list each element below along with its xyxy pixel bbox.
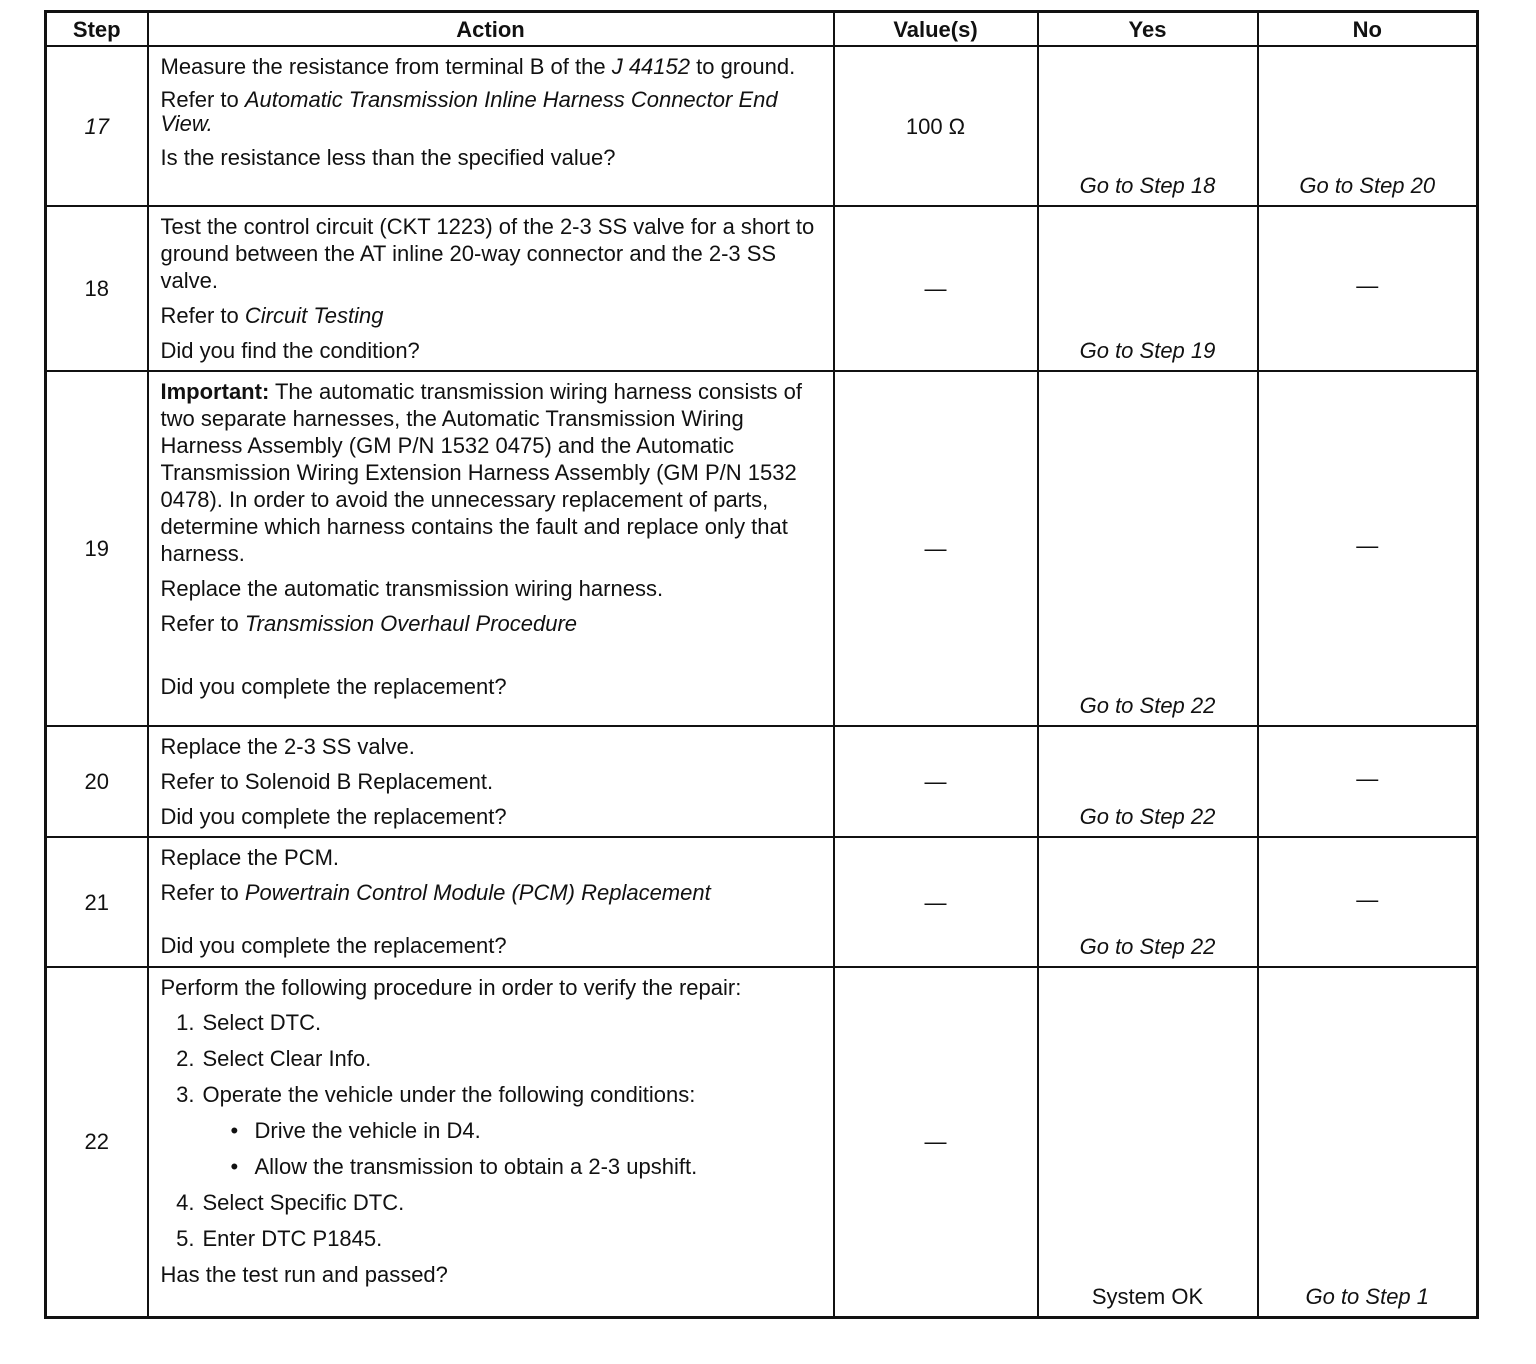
step-number: 20 <box>46 726 148 837</box>
action-question: Has the test run and passed? <box>160 1262 448 1287</box>
reference-link: Transmission Overhaul Procedure <box>244 611 578 636</box>
header-step: Step <box>46 12 148 47</box>
table-row-step-18 <box>46 206 1478 371</box>
value-cell: — <box>834 371 1038 726</box>
action-question: Is the resistance less than the specified value? <box>160 145 616 170</box>
step-number: 22 <box>46 967 148 1317</box>
action-question: Did you complete the replacement? <box>160 804 507 829</box>
action-question: Did you find the condition? <box>160 338 420 363</box>
step-number: 17 <box>46 46 148 206</box>
procedure-list <box>161 1009 823 1252</box>
no-cell: Go to Step 1 <box>1258 967 1478 1317</box>
yes-cell: Go to Step 18 <box>1038 46 1258 206</box>
list-item: 3. Operate the vehicle under the following conditions: <box>176 1082 696 1107</box>
list-item: 1. Select DTC. <box>176 1010 322 1035</box>
action-cell <box>148 206 834 371</box>
yes-cell: Go to Step 22 <box>1038 837 1258 967</box>
list-bullet: • Allow the transmission to obtain a 2-3 upshift. <box>230 1154 698 1179</box>
yes-cell: Go to Step 22 <box>1038 371 1258 726</box>
no-cell: Go to Step 20 <box>1258 46 1478 206</box>
table-row-step-19 <box>46 371 1478 726</box>
list-bullet: • Drive the vehicle in D4. <box>230 1118 481 1143</box>
action-reference: Refer to Transmission Overhaul Procedure <box>160 611 578 636</box>
header-row <box>46 12 1478 47</box>
action-cell <box>148 371 834 726</box>
action-instruction: Replace the 2-3 SS valve. <box>160 734 415 759</box>
table-row-step-17 <box>46 46 1478 206</box>
table-row-step-20 <box>46 726 1478 837</box>
action-question: Did you complete the replacement? <box>160 674 507 699</box>
step-number: 18 <box>46 206 148 371</box>
step-number: 21 <box>46 837 148 967</box>
action-question: Did you complete the replacement? <box>160 933 507 958</box>
yes-cell: System OK <box>1038 967 1258 1317</box>
action-reference: Refer to Automatic Transmission Inline Harness Connector End View. <box>160 87 778 136</box>
value-cell: — <box>834 837 1038 967</box>
list-item: 2. Select Clear Info. <box>176 1046 372 1071</box>
yes-cell: Go to Step 22 <box>1038 726 1258 837</box>
header-yes: Yes <box>1038 12 1258 47</box>
list-item: 5. Enter DTC P1845. <box>176 1226 383 1251</box>
header-action: Action <box>148 12 834 47</box>
no-cell: — <box>1258 371 1478 726</box>
value-cell: — <box>834 967 1038 1317</box>
action-reference: Refer to Powertrain Control Module (PCM) Replacement <box>160 880 711 905</box>
value-cell: — <box>834 206 1038 371</box>
diagnostic-table <box>44 10 1479 1319</box>
yes-cell: Go to Step 19 <box>1038 206 1258 371</box>
list-item: 4. Select Specific DTC. <box>176 1190 405 1215</box>
reference-link: Powertrain Control Module (PCM) Replacement <box>244 880 711 905</box>
table-row-step-21 <box>46 837 1478 967</box>
action-cell <box>148 967 834 1317</box>
action-instruction: Perform the following procedure in order to verify the repair: <box>160 975 742 1000</box>
no-cell: — <box>1258 726 1478 837</box>
action-reference: Refer to Solenoid B Replacement. <box>160 769 494 794</box>
value-cell: — <box>834 726 1038 837</box>
important-note: Important: The automatic transmission wiring harness consists of two separate harnesses, the Automatic Transmission Wiring Harness Assembly (GM P/N 1532 0475) and the Automatic Transmission Wiring Extension Harness Assembly (GM P/N 1532 0478). In order to avoid the unnecessary replacement of parts, determine which harness contains the fault and replace only that harness. <box>160 379 802 566</box>
table-row-step-22 <box>46 967 1478 1317</box>
action-cell <box>148 46 834 206</box>
header-no: No <box>1258 12 1478 47</box>
reference-link: Automatic Transmission Inline Harness Connector End View. <box>160 87 778 136</box>
tool-reference: J 44152 <box>611 54 690 79</box>
action-instruction: Measure the resistance from terminal B of the J 44152 to ground. <box>160 54 796 79</box>
action-instruction: Replace the automatic transmission wiring harness. <box>160 576 664 601</box>
step-number: 19 <box>46 371 148 726</box>
important-label: Important: <box>160 379 270 404</box>
action-cell <box>148 837 834 967</box>
action-instruction: Test the control circuit (CKT 1223) of the 2-3 SS valve for a short to ground between the AT inline 20-way connector and the 2-3 SS valve. <box>160 214 815 293</box>
value-cell: 100 Ω <box>834 46 1038 206</box>
no-cell: — <box>1258 837 1478 967</box>
header-values: Value(s) <box>834 12 1038 47</box>
action-cell <box>148 726 834 837</box>
action-reference: Refer to Circuit Testing <box>160 303 384 328</box>
action-instruction: Replace the PCM. <box>160 845 340 870</box>
reference-link: Circuit Testing <box>244 303 384 328</box>
no-cell: — <box>1258 206 1478 371</box>
